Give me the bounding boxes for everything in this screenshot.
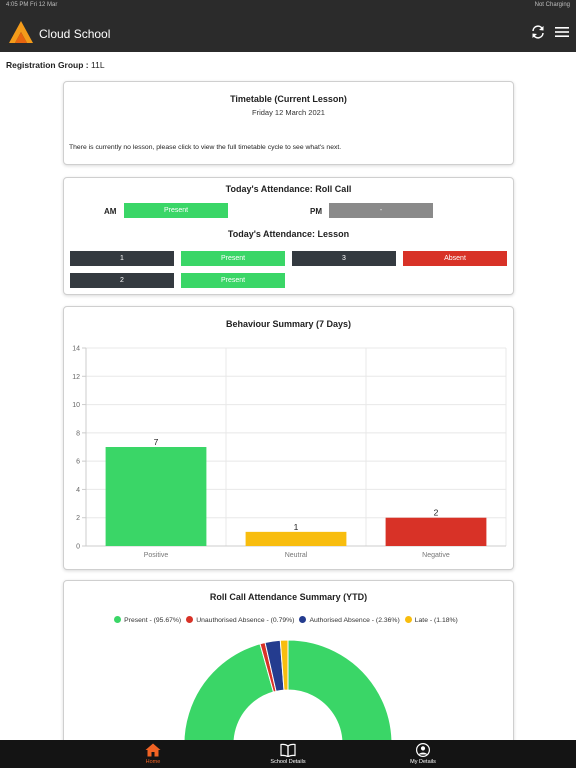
lesson-status-1: Present <box>181 251 285 266</box>
legend-label: Present - (95.67%) <box>124 617 182 624</box>
rollcall-card <box>63 580 514 755</box>
x-tick-label: Negative <box>422 552 450 559</box>
bar-value-label: 2 <box>433 507 439 518</box>
bar-positive <box>106 447 207 546</box>
app-title: Cloud School <box>39 27 111 41</box>
tab-school-details-label: School Details <box>270 759 306 765</box>
lesson-period-3: 3 <box>292 251 396 266</box>
y-tick-label: 0 <box>76 543 80 551</box>
timetable-title: Timetable (Current Lesson) <box>230 94 347 104</box>
registration-group <box>6 60 105 70</box>
legend-swatch <box>114 616 121 623</box>
tab-my-details[interactable] <box>383 740 463 768</box>
legend-label: Late - (1.18%) <box>414 617 458 624</box>
bar-value-label: 7 <box>153 437 159 447</box>
legend-swatch <box>299 616 306 623</box>
bar-negative <box>386 518 487 546</box>
refresh-icon[interactable] <box>530 24 546 40</box>
legend-item[interactable] <box>405 617 458 624</box>
am-label: AM <box>104 207 117 216</box>
behaviour-bar-chart <box>64 337 513 567</box>
behaviour-card <box>63 306 514 570</box>
bar-value-label: 1 <box>293 521 299 532</box>
x-tick-label: Positive <box>143 552 169 559</box>
lesson-status-2: Present <box>181 273 285 288</box>
y-tick-label: 10 <box>72 402 80 410</box>
status-bar <box>0 0 576 12</box>
timetable-card[interactable] <box>63 81 514 165</box>
bar-neutral <box>246 532 347 546</box>
rollcall-title: Roll Call Attendance Summary (YTD) <box>209 592 368 602</box>
menu-icon[interactable] <box>554 24 570 40</box>
lesson-attendance-title: Today's Attendance: Lesson <box>227 229 350 239</box>
timetable-message: There is currently no lesson, please click to view the full timetable cycle to see what's next. <box>69 144 342 151</box>
rollcall-legend <box>64 616 513 624</box>
roll-call-title: Today's Attendance: Roll Call <box>225 184 352 194</box>
lesson-period-1: 1 <box>70 251 174 266</box>
timetable-date: Friday 12 March 2021 <box>252 108 325 117</box>
cloud-school-logo-icon <box>8 20 34 44</box>
legend-swatch <box>186 616 193 623</box>
legend-item[interactable] <box>186 617 294 624</box>
registration-label: Registration Group : <box>6 60 89 70</box>
home-icon <box>145 743 161 757</box>
status-time: 4:05 PM Fri 12 Mar <box>6 2 58 8</box>
lesson-period-2: 2 <box>70 273 174 288</box>
lesson-status-3: Absent <box>403 251 507 266</box>
book-icon <box>280 743 296 757</box>
user-icon <box>415 743 431 757</box>
y-tick-label: 8 <box>76 430 80 438</box>
app-header <box>0 12 576 52</box>
tab-home[interactable] <box>113 740 193 768</box>
tab-school-details[interactable] <box>248 740 328 768</box>
pm-status-badge: - <box>329 203 433 218</box>
tab-home-label: Home <box>145 759 161 765</box>
legend-item[interactable] <box>299 617 399 624</box>
am-status-badge: Present <box>124 203 228 218</box>
bottom-tab-bar <box>0 740 576 768</box>
y-tick-label: 12 <box>72 373 80 381</box>
y-tick-label: 6 <box>76 458 80 466</box>
behaviour-title: Behaviour Summary (7 Days) <box>225 319 352 329</box>
legend-label: Unauthorised Absence - (0.79%) <box>196 617 295 624</box>
status-battery: Not Charging <box>534 2 570 8</box>
x-tick-label: Neutral <box>284 552 308 559</box>
rollcall-donut-chart <box>64 629 513 755</box>
registration-value: 11L <box>91 60 105 70</box>
tab-my-details-label: My Details <box>410 759 436 765</box>
legend-item[interactable] <box>114 617 181 624</box>
y-tick-label: 14 <box>72 345 80 353</box>
attendance-card <box>63 177 514 295</box>
pm-label: PM <box>310 207 322 216</box>
y-tick-label: 4 <box>76 486 80 494</box>
legend-swatch <box>405 616 412 623</box>
y-tick-label: 2 <box>76 515 80 523</box>
legend-label: Authorised Absence - (2.36%) <box>309 617 400 624</box>
